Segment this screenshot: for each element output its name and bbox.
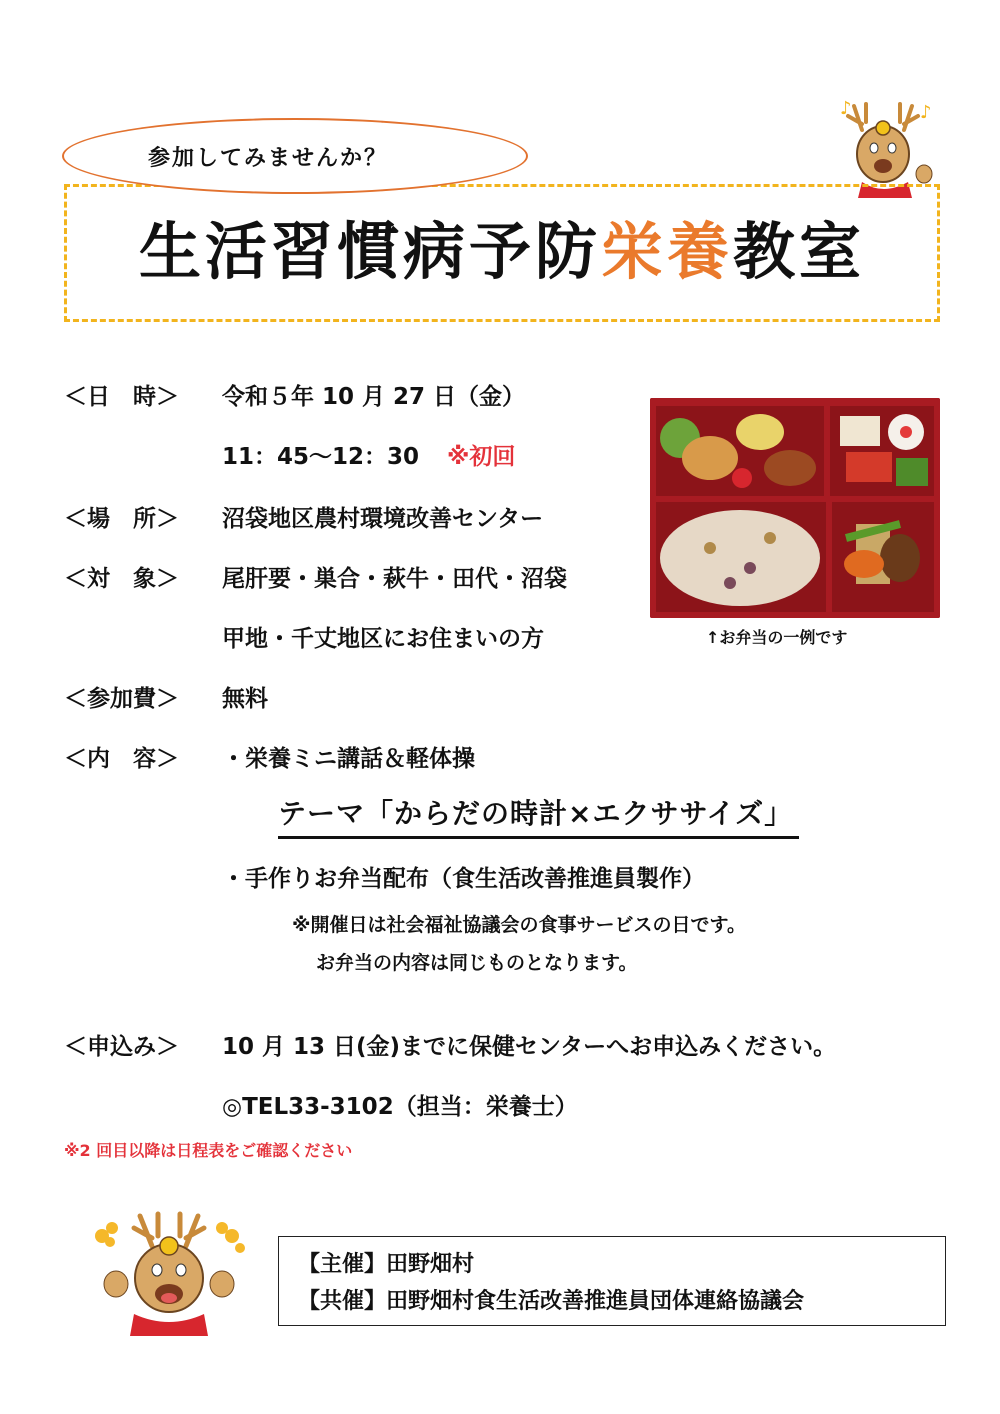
- content-item-lecture: ・栄養ミニ講話＆軽体操: [222, 746, 475, 772]
- content-item-bento: ・手作りお弁当配布（食生活改善推進員製作）: [222, 866, 705, 892]
- theme-heading: テーマ「からだの時計×エクササイズ」: [278, 792, 799, 839]
- svg-text:♪: ♪: [840, 98, 852, 119]
- tel-value: ◎TEL33-3102（担当：栄養士）: [222, 1094, 578, 1120]
- photo-caption: ↑お弁当の一例です: [706, 628, 848, 647]
- place-value: 沼袋地区農村環境改善センター: [222, 506, 544, 532]
- fee-label: ＜参加費＞: [64, 686, 179, 712]
- target-line1: 尾肝要・巣合・萩牛・田代・沼袋: [222, 566, 567, 592]
- title-pre: 生活習慣病予防: [138, 215, 601, 288]
- apply-label: ＜申込み＞: [64, 1034, 179, 1060]
- note-line2: お弁当の内容は同じものとなります。: [316, 952, 638, 974]
- schedule-note: ※2 回目以降は日程表をご確認ください: [64, 1141, 353, 1160]
- page-title: [64, 212, 940, 292]
- invite-text: 参加してみませんか？: [148, 146, 389, 171]
- title-post: 教室: [733, 215, 866, 288]
- title-accent: 栄養: [600, 215, 733, 288]
- organizer-cohost: 【共催】田野畑村食生活改善推進員団体連絡協議会: [298, 1289, 805, 1314]
- time-value: 11：45〜12：30: [222, 444, 420, 470]
- target-line2: 甲地・千丈地区にお住まいの方: [222, 626, 544, 652]
- bento-photo: [650, 398, 940, 618]
- fee-value: 無料: [222, 686, 268, 712]
- date-value: 令和５年 10 月 27 日（金）: [222, 384, 526, 410]
- deer-mascot-bottom: [82, 1206, 252, 1340]
- apply-value: 10 月 13 日(金)までに保健センターへお申込みください。: [222, 1034, 837, 1060]
- first-session-badge: ※初回: [447, 444, 516, 470]
- target-label: ＜対 象＞: [64, 566, 179, 592]
- organizer-host: 【主催】田野畑村: [298, 1252, 475, 1277]
- content-label: ＜内 容＞: [64, 746, 179, 772]
- time-row: [222, 438, 515, 471]
- svg-text:♪: ♪: [920, 102, 932, 123]
- place-label: ＜場 所＞: [64, 506, 179, 532]
- date-label: ＜日 時＞: [64, 384, 179, 410]
- note-line1: ※開催日は社会福祉協議会の食事サービスの日です。: [292, 914, 746, 936]
